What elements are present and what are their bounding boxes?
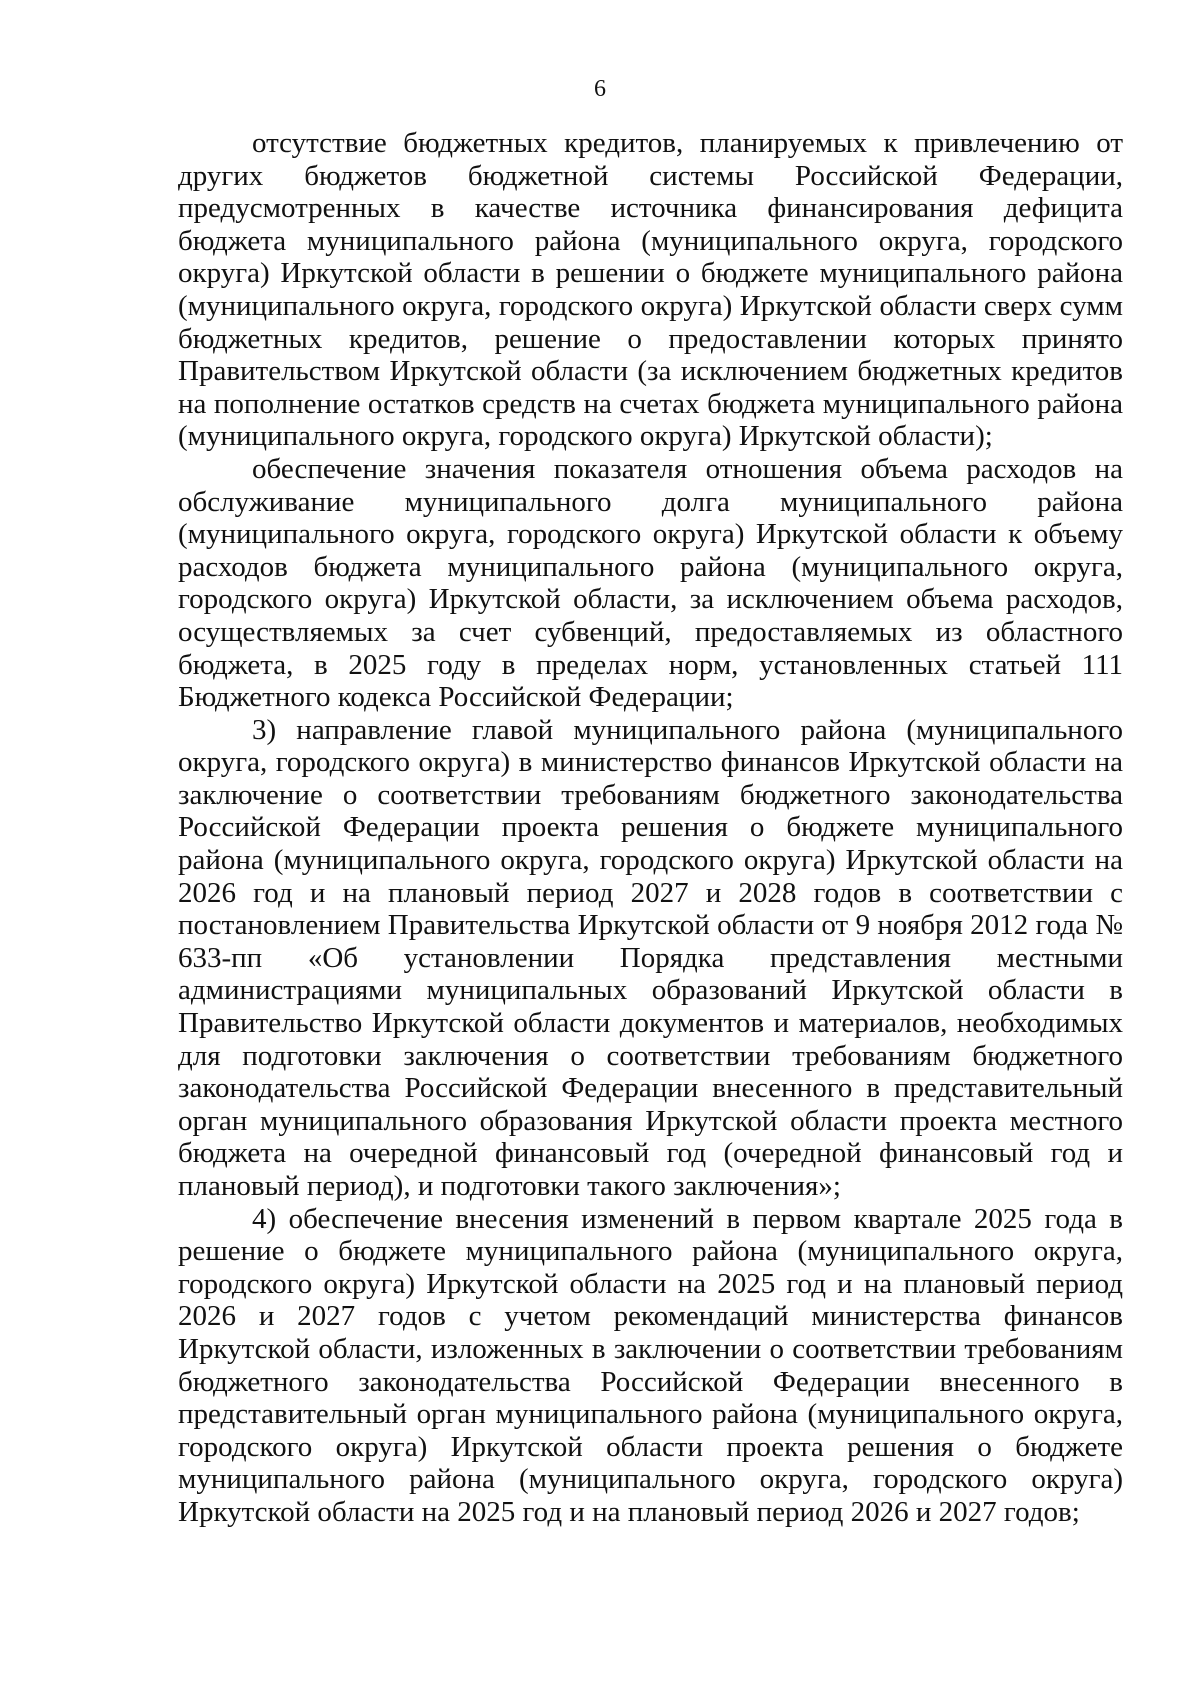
paragraph: обеспечение значения показателя отношения объема расходов на обслуживание муниципального долга муниципального района (муниципального округа, городского округа) Иркутской области к объему расходов бюджета муниципального района (муниципального округа, городского округа) Иркутской области, за исключением объема расходов, осуществляемых за счет субвенций, предоставляемых из областного бюджета, в 2025 году в пределах норм, установленных статьей 111 Бюджетного кодекса Российской Федерации; <box>178 452 1123 714</box>
paragraph: 3) направление главой муниципального района (муниципального округа, городского округа) в министерство финансов Иркутской области на заключение о соответствии требованиям бюджетного законодательства Российской Федерации проекта решения о бюджете муниципального района (муниципального округа, городского округа) Иркутской области на 2026 год и на плановый период 2027 и 2028 годов в соответствии с постановлением Правительства Иркутской области от 9 ноября 2012 года № 633-пп «Об установлении Порядка представления местными администрациями муниципальных образований Иркутской области в Правительство Иркутской области документов и материалов, необходимых для подготовки заключения о соответствии требованиям бюджетного законодательства Российской Федерации внесенного в представительный орган муниципального образования Иркутской области проекта местного бюджета на очередной финансовый год (очередной финансовый год и плановый период), и подготовки такого заключения»; <box>178 713 1123 1202</box>
paragraph: 4) обеспечение внесения изменений в первом квартале 2025 года в решение о бюджете муниципального района (муниципального округа, городского округа) Иркутской области на 2025 год и на плановый период 2026 и 2027 годов с учетом рекомендаций министерства финансов Иркутской области, изложенных в заключении о соответствии требованиям бюджетного законодательства Российской Федерации внесенного в представительный орган муниципального района (муниципального округа, городского округа) Иркутской области проекта решения о бюджете муниципального района (муниципального округа, городского округа) Иркутской области на 2025 год и на плановый период 2026 и 2027 годов; <box>178 1202 1123 1528</box>
paragraph: отсутствие бюджетных кредитов, планируемых к привлечению от других бюджетов бюджетной системы Российской Федерации, предусмотренных в качестве источника финансирования дефицита бюджета муниципального района (муниципального округа, городского округа) Иркутской области в решении о бюджете муниципального района (муниципального округа, городского округа) Иркутской области сверх сумм бюджетных кредитов, решение о предоставлении которых принято Правительством Иркутской области (за исключением бюджетных кредитов на пополнение остатков средств на счетах бюджета муниципального района (муниципального округа, городского округа) Иркутской области); <box>178 127 1123 453</box>
document-body <box>178 127 1123 1529</box>
page-number: 6 <box>594 76 606 102</box>
